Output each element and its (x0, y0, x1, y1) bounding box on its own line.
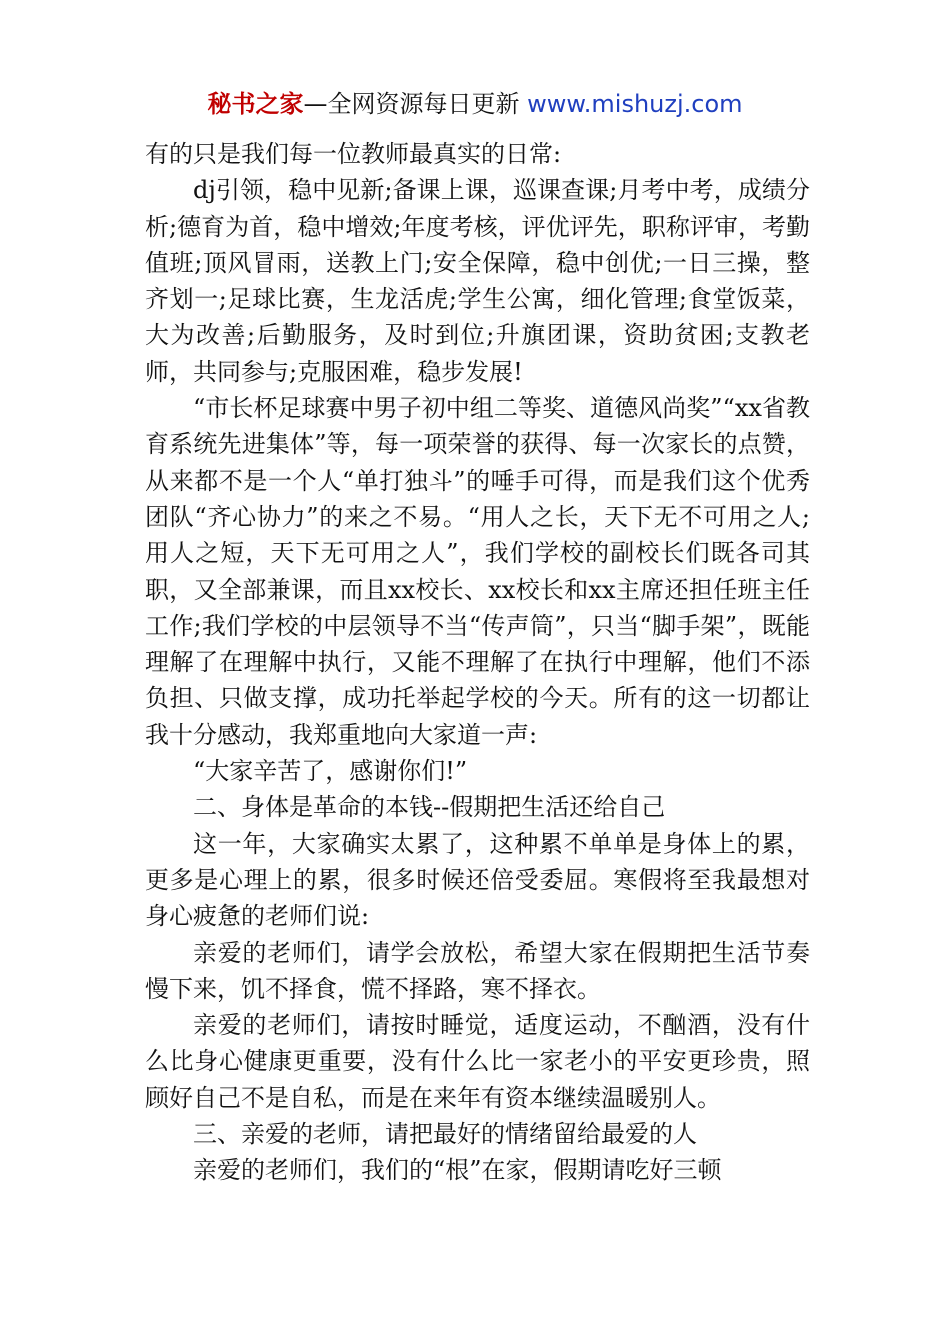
paragraph-6: 亲爱的老师们，请学会放松，希望大家在假期把生活节奏慢下来，饥不择食，慌不择路，寒不择衣。 (145, 938, 810, 1003)
section-heading-2: 二、身体是革命的本钱--假期把生活还给自己 (193, 793, 666, 822)
paragraph-1: 有的只是我们每一位教师最真实的日常: (145, 140, 562, 168)
paragraph-3: “市长杯足球赛中男子初中组二等奖、道德风尚奖”“xx省教育系统先进集体”等，每一项荣誉的获得、每一次家长的点赞，从来都不是一个人“单打独斗”的唾手可得，而是我们这个优秀团队“齐心协力”的来之不易。“用人之长，天下无不可用之人;用人之短，天下无可用之人”，我们学校的副校长们既各司其职，又全部兼课，而且xx校长、xx校长和xx主席还担任班主任工作;我们学校的中层领导不当“传声筒”，只当“脚手架”，既能理解了在理解中执行，又能不理解了在执行中理解，他们不添负担、只做支撑，成功托举起学校的今天。所有的这一切都让我十分感动，我郑重地向大家道一声: (145, 394, 810, 749)
header-tagline: —全网资源每日更新 (303, 90, 528, 118)
paragraph-2: dj引领，稳中见新;备课上课，巡课查课;月考中考，成绩分析;德育为首，稳中增效;年度考核，评优评先，职称评审，考勤值班;顶风冒雨，送教上门;安全保障，稳中创优;一日三操，整齐划一;足球比赛，生龙活虎;学生公寓，细化管理;食堂饭菜，大为改善;后勤服务，及时到位;升旗团课，资助贫困;支教老师，共同参与;克服困难，稳步发展! (145, 176, 810, 386)
paragraph-8: 亲爱的老师们，我们的“根”在家，假期请吃好三顿 (193, 1156, 722, 1185)
brand-name: 秘书之家 (207, 90, 304, 118)
watermark-header (0, 88, 950, 120)
document-body (145, 136, 810, 1189)
paragraph-4: “大家辛苦了，感谢你们!” (193, 757, 468, 786)
paragraph-5: 这一年，大家确实太累了，这种累不单单是身体上的累，更多是心理上的累，很多时候还倍受委屈。寒假将至我最想对身心疲惫的老师们说: (145, 829, 810, 931)
section-heading-3: 三、亲爱的老师，请把最好的情绪留给最爱的人 (193, 1120, 697, 1149)
paragraph-7: 亲爱的老师们，请按时睡觉，适度运动，不酗酒，没有什么比身心健康更重要，没有什么比一家老小的平安更珍贵，照顾好自己不是自私，而是在来年有资本继续温暖别人。 (145, 1011, 810, 1112)
site-url-link[interactable]: www.mishuzj.com (527, 90, 743, 118)
